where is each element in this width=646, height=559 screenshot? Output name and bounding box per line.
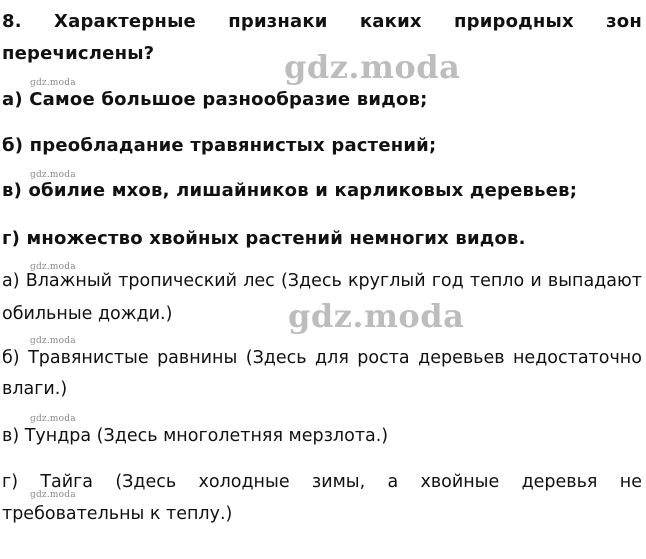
answer-b-line-1 [2,350,642,368]
answer-word: деревья [521,472,598,492]
answer-word: не [619,472,642,492]
option-d: г) множество хвойных растений немногих видов. [2,228,526,249]
watermark-small: gdz.moda [30,262,76,272]
answer-word: для [315,348,349,368]
answer-word: г) [2,472,19,492]
watermark-small: gdz.moda [30,78,76,88]
answer-word: (Здесь [245,348,307,368]
watermark-small: gdz.moda [30,414,76,424]
answer-b-line-2: влаги.) [2,379,68,399]
answer-word: холодные [198,472,290,492]
question-line-1 [2,13,642,31]
question-word: 8. [2,11,22,32]
answer-word: Влажный [25,271,113,291]
answer-word: выпадают [547,271,642,291]
answer-word: равнины [157,348,238,368]
question-word: каких [359,11,422,32]
answer-word: круглый [347,271,426,291]
answer-d-line-1 [2,474,642,492]
watermark-small: gdz.moda [30,170,76,180]
question-word: Характерные [54,11,196,32]
option-b: б) преобладание травянистых растений; [2,135,437,156]
answer-word: роста [357,348,410,368]
watermark-large: gdz.moda [288,297,465,335]
answer-d-line-2: требовательны к теплу.) [2,504,233,524]
answer-word: тропический [118,271,238,291]
answer-word: Травянистые [28,348,149,368]
answer-a-line-1 [2,273,642,291]
answer-c-line-1: в) Тундра (Здесь многолетняя мерзлота.) [2,426,389,446]
answer-word: б) [2,348,20,368]
question-word: признаки [228,11,328,32]
question-line-2: перечислены? [2,43,155,64]
answer-word: лес [243,271,275,291]
question-word: природных [453,11,574,32]
question-word: зон [606,11,642,32]
answer-word: год [431,271,464,291]
answer-a-line-2: обильные дожди.) [2,304,173,324]
watermark-small: gdz.moda [30,336,76,346]
answer-word: деревьев [418,348,505,368]
answer-word: тепло [469,271,525,291]
watermark-large: gdz.moda [284,48,461,86]
answer-word: (Здесь [280,271,342,291]
answer-word: (Здесь [115,472,177,492]
answer-word: зимы, [311,472,366,492]
answer-word: Тайга [40,472,94,492]
answer-word: и [530,271,542,291]
answer-word: а [387,472,399,492]
watermark-small: gdz.moda [30,490,76,500]
answer-word: хвойные [420,472,500,492]
answer-word: а) [2,271,20,291]
option-c: в) обилие мхов, лишайников и карликовых деревьев; [2,180,578,201]
answer-word: недостаточно [512,348,642,368]
option-a: а) Самое большое разнообразие видов; [2,89,428,110]
